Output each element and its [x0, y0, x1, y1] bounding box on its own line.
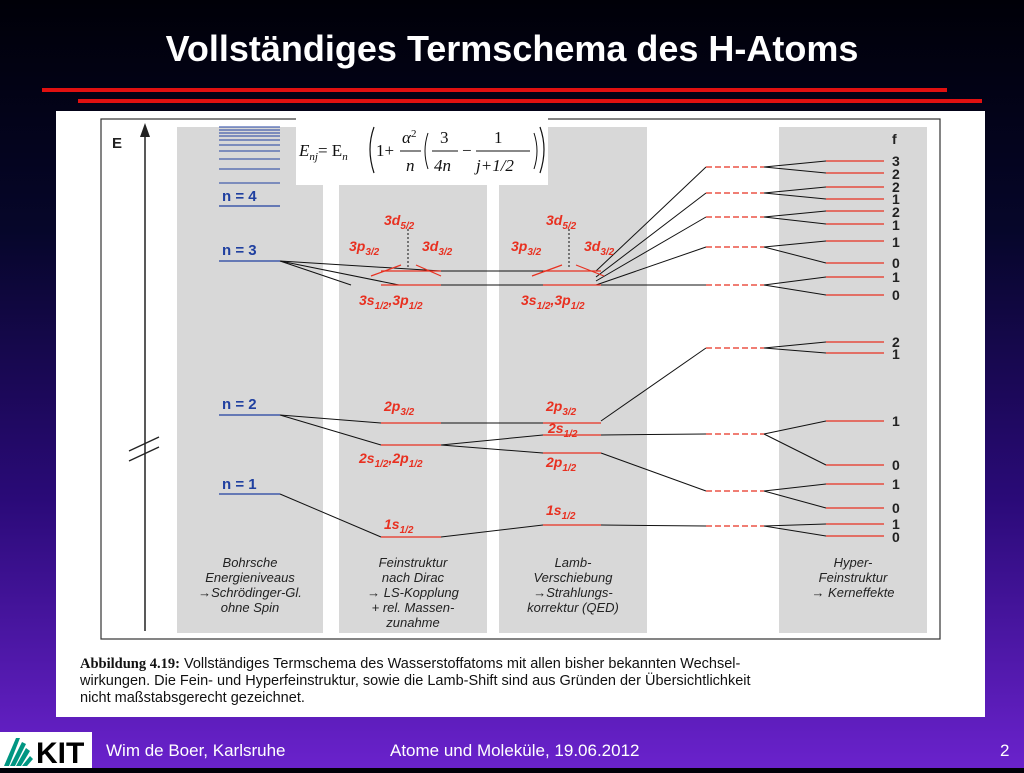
f-value: 0: [892, 500, 900, 516]
f-value: 2: [892, 166, 900, 182]
svg-text:3: 3: [440, 128, 449, 147]
lamb-label-line: korrektur (QED): [527, 600, 619, 615]
caption-line: nicht maßstabsgerecht gezeichnet.: [80, 690, 305, 706]
bohr-label-line: Bohrsche: [222, 555, 278, 570]
f-value: 3: [892, 153, 900, 169]
f-value: 0: [892, 529, 900, 545]
f-value: 1: [892, 413, 900, 429]
lamb-2s12: $2s_{1/2}$: [548, 420, 578, 440]
slide-title: Vollständiges Termschema des H-Atoms: [165, 28, 859, 69]
fine-2s-2p: $2s_{1/2},2p_{1/2}$: [359, 450, 423, 470]
bohr-label-line: →Schrödinger-Gl.: [198, 585, 302, 600]
f-value: 1: [892, 516, 900, 532]
f-value: 1: [892, 217, 900, 233]
lamb-3d52: $3d_{5/2}$: [546, 212, 577, 232]
footer-author: Wim de Boer, Karlsruhe: [106, 741, 286, 760]
kit-logo: [0, 732, 92, 768]
kit-logo-icon: [0, 732, 92, 768]
caption-line: Vollständiges Termschema des Wasserstoffatoms mit allen bisher bekannten Wechsel-: [183, 656, 741, 672]
bohr-label-line: Energieniveaus: [205, 570, 295, 585]
f-header: f: [892, 131, 897, 147]
title-underline-bottom: [78, 99, 982, 103]
f-value: 1: [892, 234, 900, 250]
f-value: 2: [892, 204, 900, 220]
bohr-label-line: ohne Spin: [220, 600, 280, 615]
fine-1s12: $1s_{1/2}$: [384, 516, 414, 536]
svg-text:1: 1: [494, 128, 503, 147]
f-value: 2: [892, 334, 900, 350]
page-number: 2: [1000, 741, 1010, 760]
f-value: 1: [892, 269, 900, 285]
f-value: 1: [892, 346, 900, 362]
f-value: 1: [892, 191, 900, 207]
fine-3d52: $3d_{5/2}$: [384, 212, 415, 232]
f-value: 2: [892, 179, 900, 195]
figure-caption: [80, 656, 980, 707]
svg-text:−: −: [462, 141, 472, 160]
term-scheme-figure: [56, 111, 985, 717]
svg-text:KIT: KIT: [36, 737, 85, 768]
fine-label-line: Feinstruktur: [378, 555, 448, 570]
f-value: 1: [892, 476, 900, 492]
hyper-label-line: → Kerneffekte: [811, 585, 895, 600]
level-n1: n = 1: [222, 476, 257, 493]
fine-3d32: $3d_{3/2}$: [422, 238, 453, 258]
f-value: 0: [892, 287, 900, 303]
footer-course: Atome und Moleküle, 19.06.2012: [390, 741, 640, 760]
lamb-label-line: →Strahlungs-: [533, 585, 613, 600]
energy-axis-label: E: [112, 135, 123, 152]
level-n2: n = 2: [222, 396, 257, 413]
svg-text:4n: 4n: [434, 156, 451, 175]
title-underline-top: [42, 88, 947, 92]
svg-text:Enj= En: $E_{nj}= E_n$: [299, 141, 348, 163]
lamb-label-line: Lamb-: [554, 555, 592, 570]
svg-text:n: n: [406, 156, 415, 175]
fine-label-line: + rel. Massen-: [371, 600, 455, 615]
lamb-3d32: $3d_{3/2}$: [584, 238, 615, 258]
fine-label-line: zunahme: [386, 615, 440, 630]
svg-text:j+1/2: j+1/2: [476, 156, 514, 175]
level-n3: n = 3: [222, 242, 257, 259]
hyper-mid-levels: [706, 167, 764, 526]
f-value: 0: [892, 255, 900, 271]
fine-3p32: $3p_{3/2}$: [349, 238, 380, 258]
lamb-1s12: $1s_{1/2}$: [546, 502, 576, 522]
f-value: 0: [892, 457, 900, 473]
fine-2p32: $2p_{3/2}$: [384, 398, 415, 418]
caption-line: wirkungen. Die Fein- und Hyperfeinstruktur, sowie die Lamb-Shift sind aus Gründen der Übersichtlichkeit: [80, 673, 751, 689]
hyper-label-line: Hyper-: [833, 555, 873, 570]
lamb-3p32: $3p_{3/2}$: [511, 238, 542, 258]
lamb-3s-3p: $3s_{1/2},3p_{1/2}$: [521, 292, 585, 312]
lamb-2p32: $2p_{3/2}$: [546, 398, 577, 418]
term-scheme-diagram: [56, 111, 985, 717]
fine-3s-3p: $3s_{1/2},3p_{1/2}$: [359, 292, 423, 312]
svg-text:α2: $\alpha^2$: [402, 128, 417, 147]
lamb-2p12: $2p_{1/2}$: [546, 454, 577, 474]
caption-label: Abbildung 4.19:: [80, 656, 180, 672]
level-n4: n = 4: [222, 188, 257, 205]
fine-label-line: nach Dirac: [381, 570, 445, 585]
energy-axis-arrow: [140, 123, 150, 137]
lamb-label-line: Verschiebung: [533, 570, 613, 585]
fine-label-line: → LS-Kopplung: [367, 585, 459, 600]
svg-text:1+: 1+: [376, 141, 395, 160]
hyper-label-line: Feinstruktur: [818, 570, 888, 585]
